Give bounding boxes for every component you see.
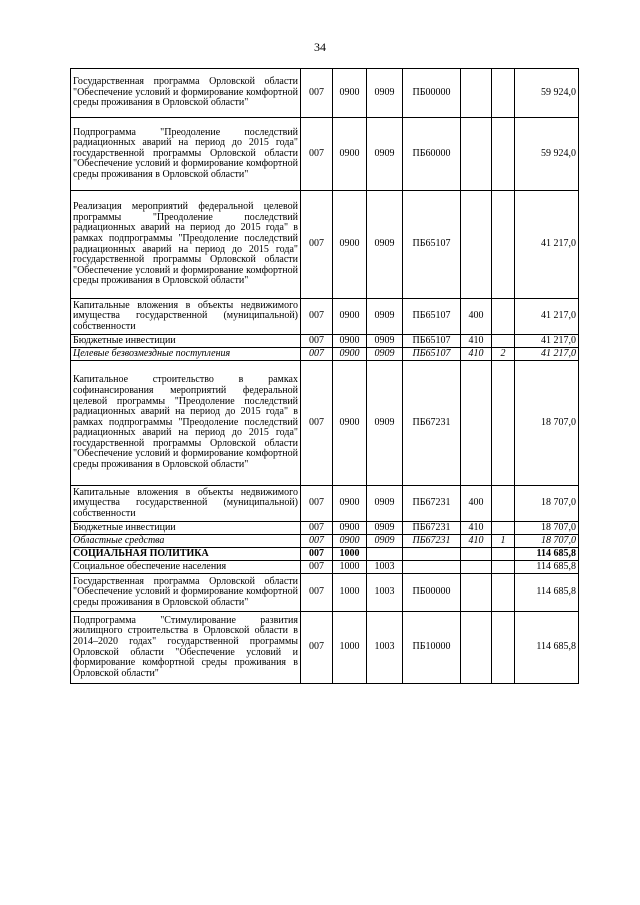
- expense-type-code: [461, 574, 492, 612]
- row-name: Целевые безвозмездные поступления: [71, 348, 301, 361]
- ministry-code: 007: [301, 69, 333, 118]
- section-code: 0900: [333, 348, 367, 361]
- amount: 41 217,0: [515, 299, 579, 335]
- target-article-code: ПБ00000: [403, 69, 461, 118]
- target-article-code: ПБ65107: [403, 348, 461, 361]
- row-name: Капитальные вложения в объекты недвижимого имущества государственной (муниципальной) собственности: [71, 299, 301, 335]
- subsection-code: 0909: [367, 69, 403, 118]
- amount: 41 217,0: [515, 191, 579, 299]
- table-row: [71, 69, 579, 118]
- row-name: Государственная программа Орловской области "Обеспечение условий и формирование комфортной среды проживания в Орловской области": [71, 69, 301, 118]
- section-code: 1000: [333, 548, 367, 561]
- subsection-code: 1003: [367, 612, 403, 684]
- funding-source-code: [492, 299, 515, 335]
- section-code: 0900: [333, 335, 367, 348]
- ministry-code: 007: [301, 535, 333, 548]
- amount: 114 685,8: [515, 612, 579, 684]
- table-row: [71, 191, 579, 299]
- funding-source-code: [492, 574, 515, 612]
- section-code: 0900: [333, 361, 367, 486]
- amount: 18 707,0: [515, 361, 579, 486]
- target-article-code: ПБ65107: [403, 299, 461, 335]
- ministry-code: 007: [301, 612, 333, 684]
- ministry-code: 007: [301, 191, 333, 299]
- ministry-code: 007: [301, 348, 333, 361]
- expense-type-code: 400: [461, 486, 492, 522]
- funding-source-code: [492, 191, 515, 299]
- expense-type-code: 410: [461, 522, 492, 535]
- target-article-code: ПБ60000: [403, 118, 461, 191]
- section-code: 0900: [333, 522, 367, 535]
- budget-table: [70, 68, 579, 684]
- row-name: Социальное обеспечение населения: [71, 561, 301, 574]
- subsection-code: [367, 548, 403, 561]
- table-row: [71, 361, 579, 486]
- section-code: 0900: [333, 118, 367, 191]
- section-code: 0900: [333, 69, 367, 118]
- funding-source-code: 1: [492, 535, 515, 548]
- section-code: 1000: [333, 561, 367, 574]
- subsection-code: 0909: [367, 535, 403, 548]
- row-name: Областные средства: [71, 535, 301, 548]
- subsection-code: 0909: [367, 191, 403, 299]
- amount: 114 685,8: [515, 548, 579, 561]
- expense-type-code: [461, 361, 492, 486]
- amount: 59 924,0: [515, 118, 579, 191]
- funding-source-code: [492, 561, 515, 574]
- table-row: [71, 612, 579, 684]
- subsection-code: 1003: [367, 574, 403, 612]
- section-code: 0900: [333, 191, 367, 299]
- amount: 18 707,0: [515, 535, 579, 548]
- table-body: [71, 69, 579, 684]
- amount: 18 707,0: [515, 486, 579, 522]
- row-name: Бюджетные инвестиции: [71, 522, 301, 535]
- expense-type-code: [461, 118, 492, 191]
- target-article-code: [403, 561, 461, 574]
- target-article-code: ПБ65107: [403, 191, 461, 299]
- ministry-code: 007: [301, 299, 333, 335]
- target-article-code: ПБ67231: [403, 361, 461, 486]
- section-code: 1000: [333, 612, 367, 684]
- target-article-code: ПБ00000: [403, 574, 461, 612]
- target-article-code: ПБ67231: [403, 486, 461, 522]
- section-code: 0900: [333, 486, 367, 522]
- funding-source-code: [492, 69, 515, 118]
- expense-type-code: [461, 548, 492, 561]
- table-row: [71, 574, 579, 612]
- expense-type-code: 410: [461, 335, 492, 348]
- table-row: [71, 522, 579, 535]
- section-code: 0900: [333, 299, 367, 335]
- row-name: Государственная программа Орловской области "Обеспечение условий и формирование комфортной среды проживания в Орловской области": [71, 574, 301, 612]
- funding-source-code: [492, 612, 515, 684]
- amount: 59 924,0: [515, 69, 579, 118]
- amount: 114 685,8: [515, 574, 579, 612]
- page-number: 34: [314, 40, 326, 54]
- subsection-code: 0909: [367, 335, 403, 348]
- expense-type-code: [461, 612, 492, 684]
- row-name: СОЦИАЛЬНАЯ ПОЛИТИКА: [71, 548, 301, 561]
- funding-source-code: [492, 548, 515, 561]
- funding-source-code: [492, 361, 515, 486]
- expense-type-code: [461, 191, 492, 299]
- table-row: [71, 118, 579, 191]
- ministry-code: 007: [301, 548, 333, 561]
- funding-source-code: [492, 335, 515, 348]
- target-article-code: ПБ67231: [403, 535, 461, 548]
- ministry-code: 007: [301, 561, 333, 574]
- ministry-code: 007: [301, 335, 333, 348]
- target-article-code: ПБ67231: [403, 522, 461, 535]
- row-name: Капитальное строительство в рамках софинансирования мероприятий федеральной целевой программы "Преодоление последствий радиационных аварий на период до 2015 года" в рамках подпрограммы "Преодоление последствий радиационных аварий на период до 2015 года" государственной программы Орловской области "Обеспечение условий и формирование комфортной среды проживания в Орловской области": [71, 361, 301, 486]
- row-name: Подпрограмма "Преодоление последствий радиационных аварий на период до 2015 года" государственной программы Орловской области "Обеспечение условий и формирование комфортной среды проживания в Орловской области": [71, 118, 301, 191]
- subsection-code: 0909: [367, 361, 403, 486]
- ministry-code: 007: [301, 574, 333, 612]
- section-code: 0900: [333, 535, 367, 548]
- section-code: 1000: [333, 574, 367, 612]
- row-name: Капитальные вложения в объекты недвижимого имущества государственной (муниципальной) собственности: [71, 486, 301, 522]
- ministry-code: 007: [301, 361, 333, 486]
- amount: 18 707,0: [515, 522, 579, 535]
- table-row: [71, 348, 579, 361]
- funding-source-code: [492, 118, 515, 191]
- expense-type-code: [461, 561, 492, 574]
- subsection-code: 1003: [367, 561, 403, 574]
- subsection-code: 0909: [367, 486, 403, 522]
- amount: 41 217,0: [515, 335, 579, 348]
- target-article-code: ПБ65107: [403, 335, 461, 348]
- ministry-code: 007: [301, 486, 333, 522]
- target-article-code: ПБ10000: [403, 612, 461, 684]
- table-row: [71, 299, 579, 335]
- ministry-code: 007: [301, 522, 333, 535]
- funding-source-code: [492, 486, 515, 522]
- expense-type-code: [461, 69, 492, 118]
- target-article-code: [403, 548, 461, 561]
- row-name: Бюджетные инвестиции: [71, 335, 301, 348]
- amount: 114 685,8: [515, 561, 579, 574]
- table-row: [71, 535, 579, 548]
- row-name: Реализация мероприятий федеральной целевой программы "Преодоление последствий радиационных аварий на период до 2015 года" в рамках подпрограммы "Преодоление последствий радиационных аварий на период до 2015 года" государственной программы Орловской области "Обеспечение условий и формирование комфортной среды проживания в Орловской области": [71, 191, 301, 299]
- ministry-code: 007: [301, 118, 333, 191]
- subsection-code: 0909: [367, 522, 403, 535]
- expense-type-code: 410: [461, 535, 492, 548]
- table-row: [71, 561, 579, 574]
- expense-type-code: 410: [461, 348, 492, 361]
- table-row: [71, 335, 579, 348]
- funding-source-code: [492, 522, 515, 535]
- row-name: Подпрограмма "Стимулирование развития жилищного строительства в Орловской области в 2014–2020 годах" государственной программы Орловской области "Обеспечение условий и формирование комфортной среды проживания в Орловской области": [71, 612, 301, 684]
- funding-source-code: 2: [492, 348, 515, 361]
- expense-type-code: 400: [461, 299, 492, 335]
- subsection-code: 0909: [367, 348, 403, 361]
- table-row: [71, 548, 579, 561]
- subsection-code: 0909: [367, 299, 403, 335]
- table-row: [71, 486, 579, 522]
- amount: 41 217,0: [515, 348, 579, 361]
- subsection-code: 0909: [367, 118, 403, 191]
